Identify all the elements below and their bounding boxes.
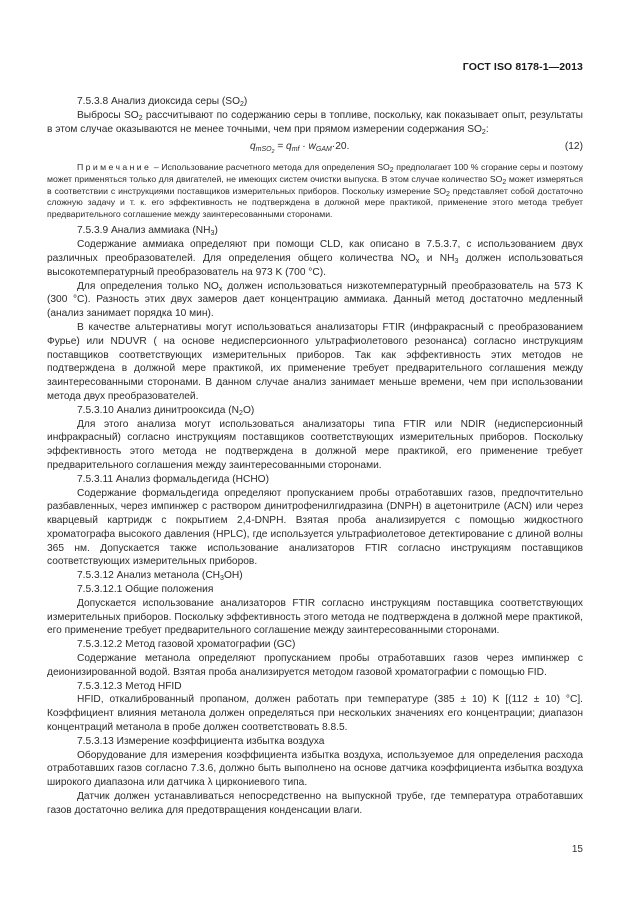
paragraph: Для определения только $NO_x$ должен использоваться низкотемпературный преобразователь на 573 K (300 °C). Разность этих двух замеров дает концентрацию аммиака. Данный метод достаточно медленный (анализ занимает порядка 10 мин). xyxy=(47,280,584,320)
paragraph: Оборудование для измерения коэффициента избытка воздуха, используемое для определения расхода отработавших газов согласно 7.3.6, должно быть выполнено на основе датчика коэффициента избытка воздуха широкого диапазона или датчика λ циркониевого типа. xyxy=(47,749,583,789)
paragraph: Для этого анализа могут использоваться анализаторы типа FTIR или NDIR (недисперсионный инфракрасный) согласно инструкциям поставщиков соответствующих измерительных приборов. Поскольку эффективность этого метода не подтверждена в должной мере практикой, его применение требует предварительного соглашения между заинтересованными сторонами. xyxy=(47,418,583,471)
document-code: ГОСТ ISO 8178-1—2013 xyxy=(462,61,583,73)
section-heading-7-5-3-8: 7.5.3.8 Анализ диоксида серы $(SO_2)$ xyxy=(77,96,248,108)
paragraph: HFID, откалиброванный пропаном, должен работать при температуре (385 ± 10) K [(112 ± 10) °C]. Коэффициент влияния метанола должен определяться при нескольких значениях его концентрации; диапазон концентраций метанола в пробе должен соответствовать 8.8.5. xyxy=(47,694,583,734)
section-heading-7-5-3-10: 7.5.3.10 Анализ динитрооксида $(N_2O)$ xyxy=(77,404,255,417)
section-heading-7-5-3-13: 7.5.3.13 Измерение коэффициента избытка воздуха xyxy=(77,735,325,747)
paragraph: Датчик должен устанавливаться непосредственно на выпускной трубе, где температура отработавших газов достаточно велика для предотвращения конденсации влаги. xyxy=(47,791,583,816)
subsection-heading: 7.5.3.12.3 Метод HFID xyxy=(77,680,182,692)
section-heading-7-5-3-12: 7.5.3.12 Анализ метанола $(CH_3OH)$ xyxy=(77,570,243,583)
subsection-heading: 7.5.3.12.1 Общие положения xyxy=(77,584,214,596)
formula-number: (12) xyxy=(564,141,583,153)
paragraph: Выбросы $SO_2$ рассчитывают по содержанию серы в топливе, поскольку, как показывает опыт, результаты в этом случае оказываются не менее точными, чем при прямом измерении содержания $SO_2$: xyxy=(47,109,584,136)
subsection-heading: 7.5.3.12.2 Метод газовой хроматографии (GC) xyxy=(77,639,296,651)
section-heading-7-5-3-11: 7.5.3.11 Анализ формальдегида (HCHO) xyxy=(77,473,269,485)
formula-12 xyxy=(47,138,583,158)
paragraph: Содержание аммиака определяют при помощи CLD, как описано в 7.5.3.7, с использованием двух различных преобразователей. Для определения общего количества $NO_x$ и $NH_3$ должен использоваться высокотемпературный преобразователь на 973 K (700 °C). xyxy=(47,239,583,278)
paragraph: Допускается использование анализаторов FTIR согласно инструкциям поставщика соответствующих измерительных приборов. Поскольку эффективность этого метода не подтверждена в должной мере практикой, его применение требует предварительного соглашение между заинтересованными сторонами. xyxy=(47,597,583,637)
page-number: 15 xyxy=(571,844,583,855)
document-body xyxy=(47,95,583,818)
formula-expression: $q_{mSO_2} = q_{mf} \cdot w_{GAM}\cdot 20$. xyxy=(250,141,350,156)
section-heading-7-5-3-9: 7.5.3.9 Анализ аммиака $(NH_3)$ xyxy=(77,225,218,238)
paragraph: Содержание формальдегида определяют пропусканием пробы отработавших газов, предпочтительно разбавленных, через импинжер с раствором динитрофенилгидразина (DNPH) в ацетонитриле (ACN) или через кварцевый картридж с покрытием 2,4-DNPH. Взятая проба анализируется с помощью жидкостного хроматографа высокого давления (HPLC), где используется ультрафиолетовое детектирование с длиной волны 365 нм. Допускается также использование анализаторов FTIR согласно инструкциям поставщиков соответствующих измерительных приборов. xyxy=(47,487,583,568)
note: Примечание – Использование расчетного метода для определения $SO_2$ предполагает 100 % сгорание серы и поэтому может применяться только для двигателей, не имеющих систем очистки выпуска. В этом случае количество $SO_2$ может измеряться в соответствии с инструкциями поставщиков измерительных приборов. Поскольку измерение $SO_2$ представляет собой достаточно сложную задачу и т. к. его эффективность не подтверждена в должной мере практикой, применение этого метода требует предварительного соглашение между заинтересованными сторонами. xyxy=(47,162,584,219)
paragraph: Содержание метанола определяют пропусканием пробы отработавших газов через импинжер с деионизированной водой. Взятая проба анализируется методом газовой хроматографии с помощью FID. xyxy=(47,653,583,678)
paragraph: В качестве альтернативы могут использоваться анализаторы FTIR (инфракрасный с преобразованием Фурье) или NDUVR ( на основе недисперсионного ультрафиолетового резонанса) согласно инструкциям поставщиков соответствующих измерительных приборов. Так как эффективность этих методов не подтверждена в должной мере практикой, их применение требует предварительного соглашения между заинтересованными сторонами. В данном случае анализ занимает меньше времени, чем при использовании метода двух преобразователей. xyxy=(47,321,583,402)
